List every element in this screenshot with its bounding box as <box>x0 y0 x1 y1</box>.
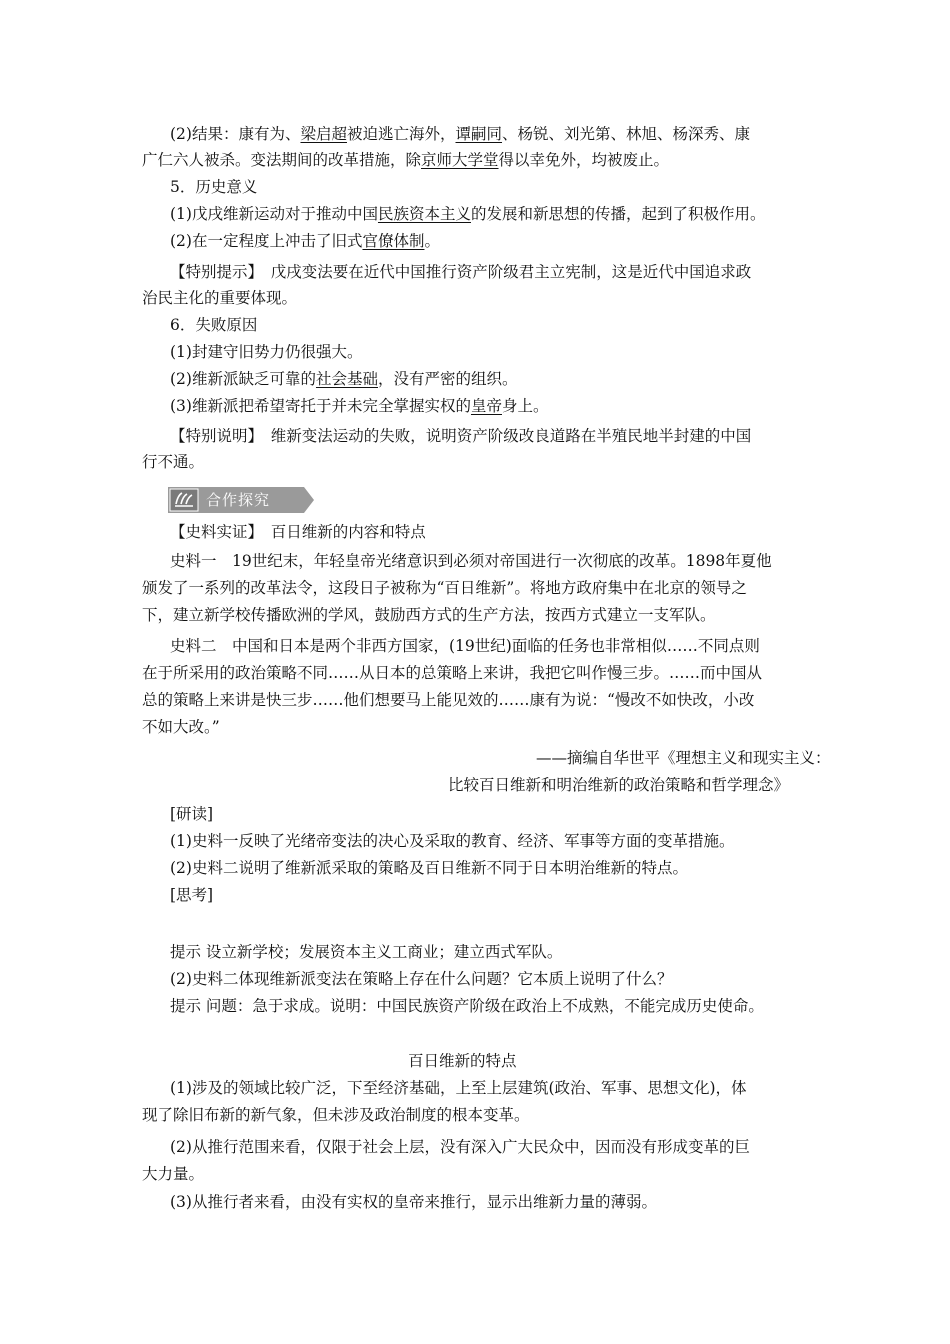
result-line-2 <box>0 148 950 172</box>
feature-1-line-2: 现了除旧布新的新气象，但未涉及政治制度的根本变革。 <box>142 1106 530 1124</box>
underlined-term: 社会基础 <box>315 370 378 388</box>
text: 广仁六人被杀。变法期间的改革措施，除 <box>142 151 422 169</box>
text: (1)戊戌维新运动对于推动中国 <box>170 205 378 223</box>
significance-2 <box>0 229 950 253</box>
material-1-line-3: 下，建立新学校传播欧洲的学风，鼓励西方式的生产方法，按西方式建立一支军队。 <box>142 606 716 624</box>
text: 、杨锐、刘光第、林旭、杨深秀、康 <box>502 125 751 143</box>
features-title: 百日维新的特点 <box>408 1052 517 1070</box>
underlined-term: 梁启超 <box>300 125 347 143</box>
underlined-term: 谭嗣同 <box>455 125 503 143</box>
material-2-line-1: 史料二 中国和日本是两个非西方国家，(19世纪)面临的任务也非常相似……不同点则 <box>170 637 760 655</box>
source-citation-line-1: ——摘编自华世平《理想主义和现实主义： <box>536 749 831 767</box>
text: 被迫逃亡海外， <box>346 125 456 143</box>
special-tip-line-1: 【特别提示】 戊戌变法要在近代中国推行资产阶级君主立宪制，这是近代中国追求政 <box>170 263 752 281</box>
thinking-question-2: (2)史料二体现维新派变法在策略上存在什么问题？它本质上说明了什么？ <box>170 970 673 988</box>
section-6-title: 6．失败原因 <box>170 316 258 334</box>
failure-reason-3 <box>0 394 950 418</box>
feature-2-line-1: (2)从推行范围来看，仅限于社会上层，没有深入广大民众中，因而没有形成变革的巨 <box>170 1138 750 1156</box>
text: (3)维新派把希望寄托于并未完全掌握实权的 <box>170 397 471 415</box>
failure-reason-1: (1)封建守旧势力仍很强大。 <box>170 343 363 361</box>
text: 的发展和新思想的传播，起到了积极作用。 <box>470 205 766 223</box>
material-1-line-2: 颁发了一系列的改革法令，这段日子被称为“百日维新”。将地方政府集中在北京的领导之 <box>142 579 747 597</box>
failure-reason-2 <box>0 367 950 391</box>
feature-3: (3)从推行者来看，由没有实权的皇帝来推行，显示出维新力量的薄弱。 <box>170 1193 657 1211</box>
text: ，没有严密的组织。 <box>377 370 518 388</box>
source-citation-line-2: 比较百日维新和明治维新的政治策略和哲学理念》 <box>448 776 790 794</box>
text: (2)在一定程度上冲击了旧式 <box>170 232 363 250</box>
cooperative-inquiry-banner <box>168 487 314 513</box>
underlined-term: 官僚体制 <box>362 232 425 250</box>
text: 身上。 <box>501 397 549 415</box>
study-reading-2: (2)史料二说明了维新派采取的策略及百日维新不同于日本明治维新的特点。 <box>170 859 688 877</box>
material-1-line-1: 史料一 19世纪末，年轻皇帝光绪意识到必须对帝国进行一次彻底的改革。1898年夏他 <box>170 552 772 570</box>
underlined-term: 民族资本主义 <box>377 205 471 223</box>
historical-evidence-title: 【史料实证】 百日维新的内容和特点 <box>170 523 426 541</box>
text: 得以幸免外，均被废止。 <box>498 151 670 169</box>
banner-label: 合作探究 <box>206 491 271 509</box>
special-note-line-1: 【特别说明】 维新变法运动的失败，说明资产阶级改良道路在半殖民地半封建的中国 <box>170 427 752 445</box>
significance-1 <box>0 202 950 226</box>
text: 。 <box>424 232 440 250</box>
study-reading-1: (1)史料一反映了光绪帝变法的决心及采取的教育、经济、军事等方面的变革措施。 <box>170 832 735 850</box>
special-tip-line-2: 治民主化的重要体现。 <box>142 289 298 307</box>
text: (2)维新派缺乏可靠的 <box>170 370 316 388</box>
result-line-1 <box>0 122 950 146</box>
material-2-line-2: 在于所采用的政治策略不同……从日本的总策略上来讲，我把它叫作慢三步。……而中国从 <box>142 664 763 682</box>
thinking-answer-1: 提示 设立新学校；发展资本主义工商业；建立西式军队。 <box>170 943 563 961</box>
text: (2)结果：康有为、 <box>170 125 301 143</box>
thinking-title: [思考] <box>170 886 214 904</box>
underlined-term: 皇帝 <box>470 397 502 415</box>
feature-2-line-2: 大力量。 <box>142 1165 205 1183</box>
feature-1-line-1: (1)涉及的领域比较广泛，下至经济基础，上至上层建筑(政治、军事、思想文化)，体 <box>170 1079 747 1097</box>
thinking-answer-2: 提示 问题：急于求成。说明：中国民族资产阶级在政治上不成熟，不能完成历史使命。 <box>170 997 764 1015</box>
study-reading-title: [研读] <box>170 805 214 823</box>
section-5-title: 5．历史意义 <box>170 178 258 196</box>
material-2-line-3: 总的策略上来讲是快三步……他们想要马上能见效的……康有为说：“慢改不如快改，小改 <box>142 691 755 709</box>
material-2-line-4: 不如大改。” <box>142 718 220 736</box>
underlined-term: 京师大学堂 <box>421 151 499 169</box>
special-note-line-2: 行不通。 <box>142 453 205 471</box>
